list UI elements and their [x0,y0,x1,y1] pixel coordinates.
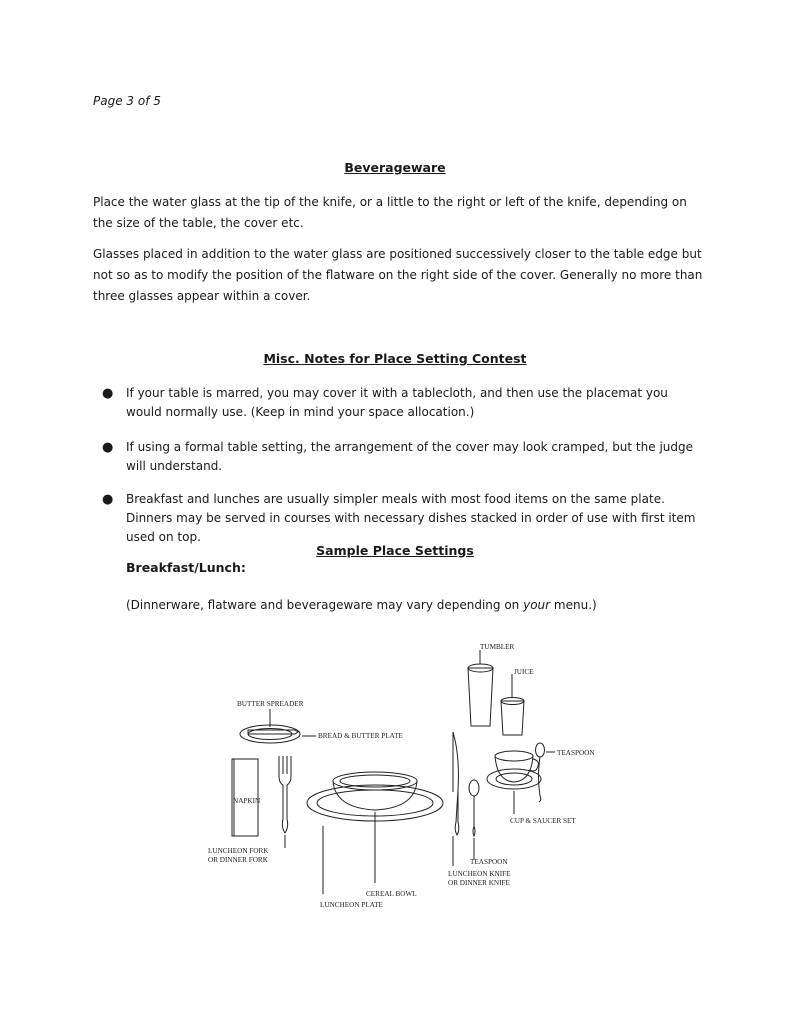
fork-icon [279,756,291,848]
menu-variation-note: (Dinnerware, flatware and beverageware may vary depending on your menu.) [126,598,597,612]
cup-saucer-label: CUP & SAUCER SET [510,817,576,825]
bullet-text: Breakfast and lunches are usually simpler meals with most food items on the same plate. Dinners may be served in courses with necessary dishes stacked in order of use with first item used on top. [126,492,696,544]
bullet-icon: ● [102,440,114,455]
misc-notes-heading: Misc. Notes for Place Setting Contest [263,351,527,366]
list-item [93,490,705,547]
bullet-icon: ● [102,492,114,507]
cup-saucer-icon [487,751,541,814]
juice-label: JUICE [514,668,534,676]
napkin-label: NAPKIN [233,797,261,805]
teaspoon-label: TEASPOON [470,858,508,866]
cereal-bowl-label: CEREAL BOWL [366,890,417,898]
bread-butter-plate-icon [240,709,316,743]
beverageware-paragraph-2: Glasses placed in addition to the water glass are positioned successively closer to the table edge but not so as to modify the position of the flatware on the right side of the cover. Generally no more than three glasses appear within a cover. [93,247,703,303]
cup-teaspoon-label: TEASPOON [557,749,595,757]
luncheon-plate-label: LUNCHEON PLATE [320,901,383,909]
sample-settings-heading: Sample Place Settings [316,543,474,558]
juice-glass-icon [501,674,524,735]
beverageware-heading: Beverageware [344,160,446,175]
knife-label-line2: OR DINNER KNIFE [448,879,510,887]
fork-label-line2: OR DINNER FORK [208,856,268,864]
place-setting-diagram [190,636,610,918]
bullet-text: If your table is marred, you may cover it with a tablecloth, and then use the placemat you would normally use. (Keep in mind your space allocation.) [126,386,668,419]
beverageware-paragraph-1: Place the water glass at the tip of the knife, or a little to the right or left of the knife, depending on the size of the table, the cover etc. [93,195,687,230]
fork-label-line1: LUNCHEON FORK [208,847,269,855]
page-number: Page 3 of 5 [93,94,161,108]
tumbler-icon [468,650,493,726]
tumbler-label: TUMBLER [480,643,515,651]
list-item [93,438,705,476]
bullet-text: If using a formal table setting, the arrangement of the cover may look cramped, but the judge will understand. [126,440,693,473]
teaspoon-icon [469,780,479,860]
cereal-bowl-icon [333,772,417,883]
list-item [93,384,705,422]
knife-icon [453,732,459,866]
knife-label-line1: LUNCHEON KNIFE [448,870,511,878]
cup-teaspoon-icon [536,743,556,802]
butter-spreader-label: BUTTER SPREADER [237,700,304,708]
bullet-icon: ● [102,386,114,401]
bread-butter-plate-label: BREAD & BUTTER PLATE [318,732,403,740]
breakfast-lunch-subheading: Breakfast/Lunch: [126,560,246,575]
